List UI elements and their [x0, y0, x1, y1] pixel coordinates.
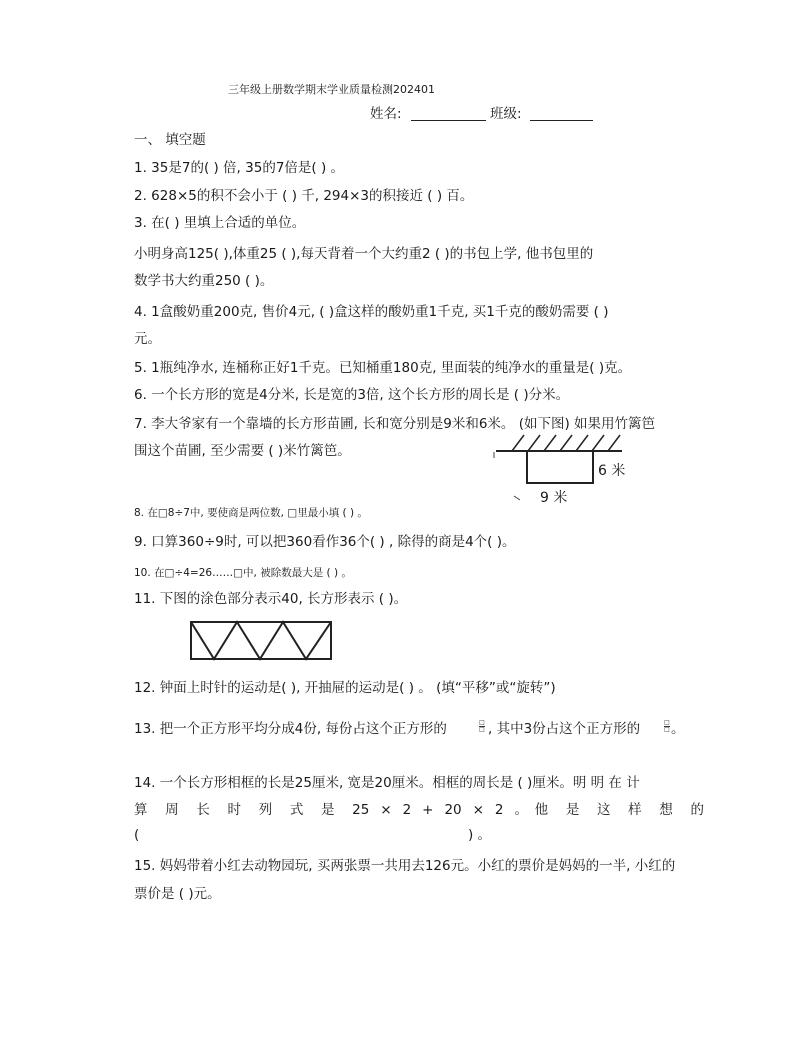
- question-3-line-1: 小明身高125( ),体重25 ( ),每天背着一个大约重2 ( )的书包上学, 他书包里的: [134, 246, 594, 262]
- question-4-line-1: 4. 1盒酸奶重200克, 售价4元, ( )盒这样的酸奶重1千克, 买1千克的酸奶需要 ( ): [134, 304, 609, 320]
- question-14-line-1: 14. 一个长方形相框的长是25厘米, 宽是20厘米。相框的周长是 ( )厘米。明 明 在 计: [134, 775, 640, 791]
- width-label: 6 米: [598, 463, 626, 479]
- question-12: 12. 钟面上时针的运动是( ), 开抽屉的运动是( ) 。 (填“平移”或“旋转”): [134, 680, 556, 696]
- name-blank[interactable]: [411, 108, 486, 121]
- question-13-part-b: , 其中3份占这个正方形的: [488, 721, 641, 737]
- name-label: 姓名:: [370, 106, 402, 122]
- question-14-close-paren: ) 。: [468, 827, 492, 843]
- class-label: 班级:: [490, 106, 522, 122]
- question-15-line-2: 票价是 ( )元。: [134, 886, 221, 902]
- question-5: 5. 1瓶纯净水, 连桶称正好1千克。已知桶重180克, 里面装的纯净水的重量是( )克。: [134, 360, 632, 376]
- question-6: 6. 一个长方形的宽是4分米, 长是宽的3倍, 这个长方形的周长是 ( )分米。: [134, 387, 570, 403]
- question-7-line-1: 7. 李大爷家有一个靠墙的长方形苗圃, 长和宽分别是9米和6米。 (如下图) 如果用竹篱笆: [134, 416, 656, 432]
- question-3: 3. 在( ) 里填上合适的单位。: [134, 215, 306, 231]
- question-13-part-a: 13. 把一个正方形平均分成4份, 每份占这个正方形的: [134, 721, 447, 737]
- class-blank[interactable]: [530, 108, 593, 121]
- question-2: 2. 628×5的积不会小于 ( ) 千, 294×3的积接近 ( ) 百。: [134, 188, 474, 204]
- question-4-line-2: 元。: [134, 331, 161, 347]
- question-11: 11. 下图的涂色部分表示40, 长方形表示 ( )。: [134, 591, 408, 607]
- question-8: 8. 在□8÷7中, 要使商是两位数, □里最小填 ( ) 。: [134, 507, 368, 519]
- question-10: 10. 在□÷4=26……□中, 被除数最大是 ( ) 。: [134, 567, 352, 579]
- question-7-line-2: 围这个苗圃, 至少需要 ( )米竹篱笆。: [134, 443, 351, 459]
- question-13-end: 。: [671, 721, 685, 737]
- fraction-blank-1[interactable]: □ □: [479, 719, 485, 733]
- triangles-rectangle-figure: [190, 620, 335, 662]
- question-14-line-2: 算 周 长 时 列 式 是 25 × 2 + 20 × 2 。他 是 这 样 想 的: [134, 802, 704, 818]
- length-label: 9 米: [540, 490, 568, 506]
- exam-title: 三年级上册数学期末学业质量检测202401: [228, 83, 435, 96]
- question-1: 1. 35是7的( ) 倍, 35的7倍是( ) 。: [134, 160, 345, 176]
- question-14-open-paren: (: [134, 827, 140, 843]
- fraction-blank-2[interactable]: □ □: [664, 719, 670, 733]
- question-15-line-1: 15. 妈妈带着小红去动物园玩, 买两张票一共用去126元。小红的票价是妈妈的一半, 小红的: [134, 858, 676, 874]
- question-9: 9. 口算360÷9时, 可以把360看作36个( ) , 除得的商是4个( )。: [134, 534, 516, 550]
- section-heading: 一、 填空题: [134, 132, 206, 148]
- question-3-line-2: 数学书大约重250 ( )。: [134, 273, 274, 289]
